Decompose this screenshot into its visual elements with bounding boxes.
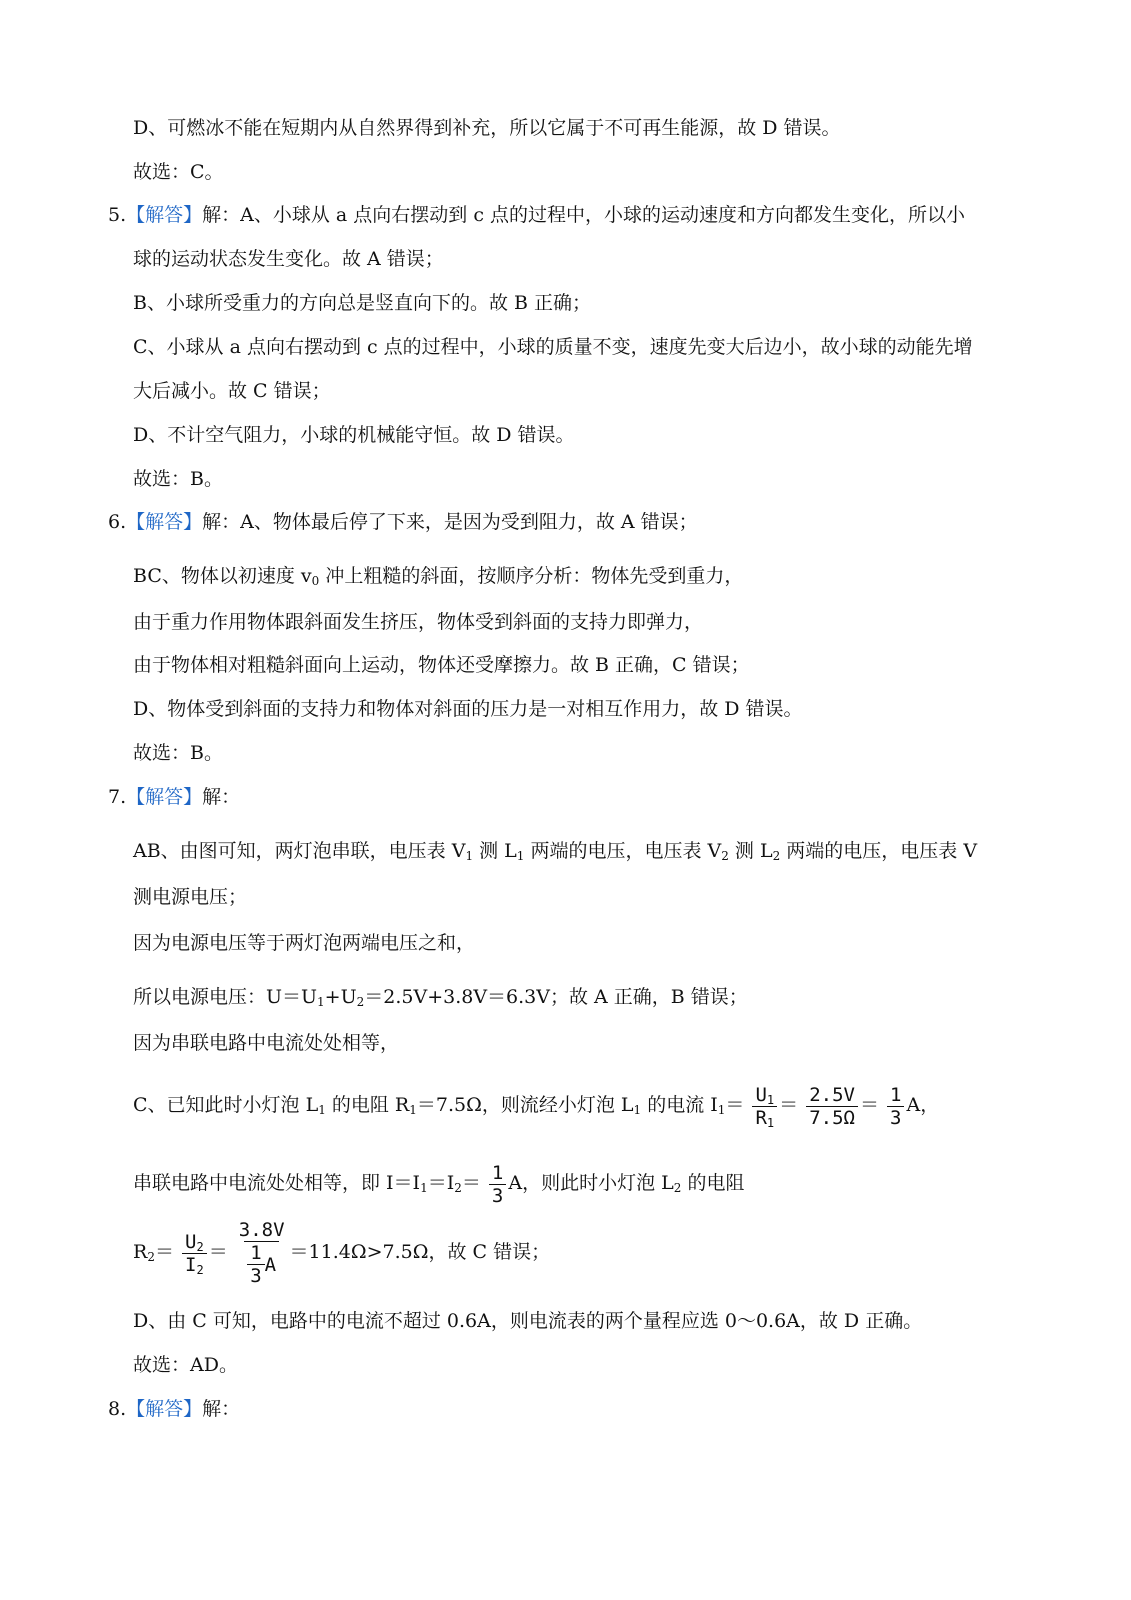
question-5 (108, 202, 965, 228)
numerator: 1 (491, 1161, 504, 1184)
answer-tag: 【解答】 (126, 1398, 203, 1420)
question-number: 8. (108, 1398, 127, 1420)
subscript: 1 (633, 1103, 642, 1117)
text-line: D、由 C 可知，电路中的电流不超过 0.6A，则电流表的两个量程应选 0～0.6A，故 D 正确。 (133, 1310, 923, 1332)
text-span: 两端的电压，电压表 V (524, 840, 722, 862)
question-number: 6. (108, 511, 127, 533)
fraction (752, 1084, 777, 1129)
fraction (806, 1084, 858, 1129)
text-span: 两端的电压，电压表 V (780, 840, 978, 862)
equals-sign: ＝ (461, 1172, 481, 1194)
denominator: 3 (489, 1184, 506, 1207)
denominator: I (185, 1253, 197, 1276)
denominator: 3 (247, 1264, 264, 1287)
text-span: 串联电路中电流处处相等，即 I＝I (133, 1172, 421, 1194)
text-line: 由于物体相对粗糙斜面向上运动，物体还受摩擦力。故 B 正确，C 错误； (133, 654, 750, 676)
text-span: R (133, 1241, 148, 1263)
text-span: 的电阻 (681, 1172, 745, 1194)
denominator: 7.5Ω (806, 1106, 858, 1129)
numerator: 1 (890, 1083, 902, 1106)
fraction (247, 1242, 264, 1287)
text-line: D、不计空气阻力，小球的机械能守恒。故 D 错误。 (133, 424, 575, 446)
text-line (133, 984, 748, 1010)
subscript: 1 (766, 1092, 775, 1107)
fraction (887, 1084, 904, 1129)
fraction (236, 1219, 288, 1287)
text-line: 故选：C。 (133, 161, 224, 183)
text-line: 故选：AD。 (133, 1354, 238, 1376)
equals-sign: ＝ (779, 1094, 799, 1116)
text-line: 测电源电压； (133, 886, 248, 908)
formula-line (133, 1078, 939, 1132)
text-line: D、可燃冰不能在短期内从自然界得到补充，所以它属于不可再生能源，故 D 错误。 (133, 117, 841, 139)
equals-sign: ＝ (154, 1241, 174, 1263)
text-line: 由于重力作用物体跟斜面发生挤压，物体受到斜面的支持力即弹力， (133, 611, 704, 633)
text-line: 球的运动状态发生变化。故 A 错误； (133, 248, 444, 270)
text-span: 冲上粗糙的斜面，按顺序分析：物体先受到重力， (319, 565, 744, 587)
subscript: 1 (766, 1115, 775, 1130)
text-line: 解：A、物体最后停了下来，是因为受到阻力，故 A 错误； (202, 511, 698, 533)
answer-tag: 【解答】 (126, 204, 203, 226)
denominator: 3 (887, 1106, 904, 1129)
equals-sign: ＝ (208, 1241, 228, 1263)
subscript: 1 (516, 849, 525, 863)
subscript: 1 (420, 1181, 428, 1195)
text-line (133, 563, 743, 589)
fraction (182, 1231, 207, 1276)
numerator: 3.8V (238, 1219, 285, 1241)
unit: A (264, 1253, 277, 1276)
text-line: D、物体受到斜面的支持力和物体对斜面的压力是一对相互作用力，故 D 错误。 (133, 698, 803, 720)
text-span: A，则此时小灯泡 L (508, 1172, 674, 1194)
subscript: 2 (673, 1181, 682, 1195)
subscript: 1 (717, 1103, 726, 1117)
text-span: ＝7.5Ω，则流经小灯泡 L (416, 1094, 634, 1116)
text-span: +U (324, 986, 357, 1008)
question-7 (108, 784, 240, 810)
question-number: 5. (108, 204, 127, 226)
text-line: 因为电源电压等于两灯泡两端电压之和， (133, 932, 476, 954)
text-line: C、小球从 a 点向右摆动到 c 点的过程中，小球的质量不变，速度先变大后边小，故小球的动能先增 (133, 336, 973, 358)
fraction (489, 1162, 506, 1207)
text-line: 大后减小。故 C 错误； (133, 380, 331, 402)
subscript: 0 (311, 574, 320, 588)
text-line: 故选：B。 (133, 468, 223, 490)
subscript: 2 (196, 1239, 204, 1254)
text-span: 测 L (473, 840, 517, 862)
equals-sign: ＝ (859, 1094, 879, 1116)
subscript: 2 (147, 1250, 155, 1264)
numerator: 2.5V (809, 1083, 855, 1106)
text-line: 解： (202, 786, 241, 808)
question-number: 7. (108, 786, 127, 808)
text-line: B、小球所受重力的方向总是竖直向下的。故 B 正确； (133, 292, 592, 314)
text-span: C、已知此时小灯泡 L (133, 1094, 319, 1116)
subscript: 2 (721, 849, 729, 863)
subscript: 1 (465, 849, 474, 863)
equals-sign: ＝ (725, 1094, 745, 1116)
text-line: 故选：B。 (133, 742, 223, 764)
text-line: 因为串联电路中电流处处相等， (133, 1032, 400, 1054)
subscript: 1 (409, 1103, 417, 1117)
formula-line (133, 1214, 550, 1290)
question-6 (108, 509, 698, 535)
text-line (133, 838, 977, 864)
numerator: U (185, 1230, 197, 1253)
text-span: AB、由图可知，两灯泡串联，电压表 V (133, 840, 466, 862)
formula-line (133, 1156, 744, 1210)
text-span: 的电阻 R (325, 1094, 410, 1116)
subscript: 1 (318, 1103, 326, 1117)
numerator: 1 (250, 1242, 262, 1264)
text-span: ＝2.5V+3.8V＝6.3V；故 A 正确，B 错误； (364, 986, 748, 1008)
subscript: 2 (356, 995, 365, 1009)
text-span: A， (906, 1094, 940, 1116)
subscript: 2 (772, 849, 781, 863)
denominator: R (755, 1106, 767, 1129)
text-span: BC、物体以初速度 v (133, 565, 312, 587)
text-span: 所以电源电压：U＝U (133, 986, 318, 1008)
text-span: ＝11.4Ω>7.5Ω，故 C 错误； (289, 1241, 551, 1263)
answer-tag: 【解答】 (126, 786, 203, 808)
text-line: 解： (202, 1398, 241, 1420)
numerator: U (755, 1083, 767, 1106)
text-span: 的电流 I (641, 1094, 718, 1116)
answer-tag: 【解答】 (126, 511, 203, 533)
subscript: 1 (317, 995, 325, 1009)
subscript: 2 (196, 1262, 204, 1277)
text-line: 解：A、小球从 a 点向右摆动到 c 点的过程中，小球的运动速度和方向都发生变化，所以小 (202, 204, 966, 226)
subscript: 2 (454, 1181, 462, 1195)
question-8 (108, 1396, 240, 1422)
text-span: ＝I (427, 1172, 455, 1194)
text-span: 测 L (728, 840, 773, 862)
